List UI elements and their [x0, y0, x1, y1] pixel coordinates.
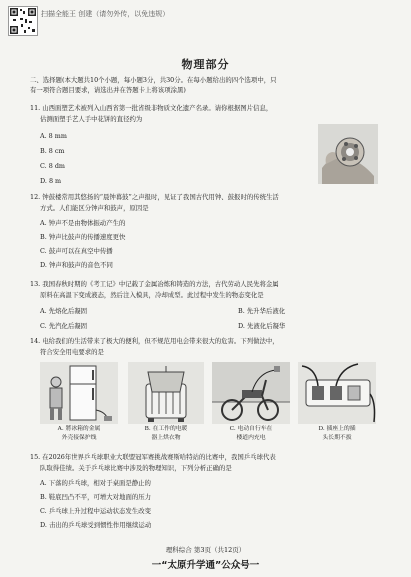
q15-option-b: B. 鞋底凹凸不平，可增大对地面的压力 — [40, 493, 152, 501]
q13-option-b: B. 先升华后液化 — [238, 307, 286, 315]
q15-stem-line2: 队取得佳绩。关于乒乓球比赛中涉及的物理知识，下列分析正确的是 — [40, 464, 232, 472]
q14-caption-a-line1: A. 將冰箱的金属 — [57, 426, 101, 432]
q12-option-b: B. 钟声比鼓声的传播速度更快 — [40, 233, 126, 241]
q14-caption-c-line2: 楼道内充电 — [236, 435, 266, 441]
q11-stem-line1: 11. 山西面塑艺术被列入山西省第一批省级非物质文化遗产名录。请你根据图片信息， — [30, 104, 273, 112]
q14-image-b-heater — [128, 362, 204, 424]
q12-stem-line1: 12. 钟鼓楼常用其悠扬的“晨钟暮鼓”之声报时，见证了我国古代用钟、鼓报时的传统生活 — [30, 193, 279, 201]
q12-option-c: C. 鼓声可以在真空中传播 — [40, 247, 113, 255]
q14-caption-b-line1: B. 在工作的电暖 — [144, 426, 188, 432]
q14-image-d-socket — [298, 362, 376, 424]
q12-option-a: A. 钟声不是由物体振动产生的 — [40, 219, 126, 227]
q13-stem-line1: 13. 我国春秋时期的《考工记》中记载了金属冶炼和铸造的方法，古代劳动人民先将金属 — [30, 280, 279, 288]
q12-stem-line2: 方式。人们能区分钟声和鼓声，原因是 — [40, 204, 149, 212]
page-title: 物理部分 — [181, 58, 230, 71]
section-instructions-line1: 二、选择题(本大题共10个小题，每小题3分，共30分。在每小题给出的四个选项中，只 — [30, 76, 277, 84]
page-footer: 理科综合 第3页（共12页） — [165, 546, 246, 554]
q14-stem-line2: 符合安全用电要求的是 — [40, 348, 104, 356]
q12-option-d: D. 钟声和鼓声的音色不同 — [40, 261, 113, 269]
q14-caption-d-line2: 头长期不拔 — [322, 435, 352, 441]
q14-caption-d-line1: D. 插座上的插 — [318, 426, 356, 432]
q13-stem-line2: 原料在高温下变成液态，然后注入模具，冷却成型。此过程中发生的物态变化是 — [40, 291, 264, 299]
q11-option-d: D. 8 m — [40, 177, 62, 185]
q11-option-a: A. 8 mm — [40, 132, 67, 140]
q14-stem-line1: 14. 电给我们的生活带来了极大的便利，但不规范用电会带来很大的危害。下列做法中， — [30, 337, 279, 345]
q15-option-c: C. 乒乓球上升过程中运动状态发生改变 — [40, 507, 151, 515]
q14-caption-b-line2: 器上烘衣物 — [151, 435, 181, 441]
q14-image-c-ebike — [212, 362, 290, 424]
q11-option-b: B. 8 cm — [40, 147, 65, 155]
q14-image-a-fridge — [40, 362, 118, 424]
dough-sculpture-photo — [318, 124, 378, 184]
q14-caption-a-line2: 外壳接保护线 — [61, 435, 97, 441]
q13-option-d: D. 先液化后凝华 — [238, 322, 286, 330]
wechat-account-banner: 一“太原升学通”公众号一 — [151, 560, 260, 571]
q15-stem-line1: 15. 在2026年世界乒乓球职业大联盟冠军赛挑战赛斯哈特站的比赛中，我国乒乓球代表 — [30, 453, 276, 461]
qr-code-icon — [8, 6, 38, 36]
q11-stem-line2: 估测面塑手艺人手中花饼的直径约为 — [40, 115, 143, 123]
q13-option-c: C. 先汽化后凝固 — [40, 322, 88, 330]
section-instructions-line2: 有一项符合题目要求，请选出并在答题卡上将该项涂黑) — [30, 86, 186, 94]
q15-option-d: D. 击出的乒乓球受到惯性作用继续运动 — [40, 521, 152, 529]
q13-option-a: A. 先熔化后凝固 — [40, 307, 88, 315]
q11-option-c: C. 8 dm — [40, 162, 65, 170]
q15-option-a: A. 下落的乒乓球，相对于桌面是静止的 — [40, 479, 151, 487]
scanner-watermark-note: 扫描全能王 创建（请勿外传，以免违规） — [41, 10, 170, 18]
q14-caption-c-line1: C. 电动自行车在 — [229, 426, 273, 432]
